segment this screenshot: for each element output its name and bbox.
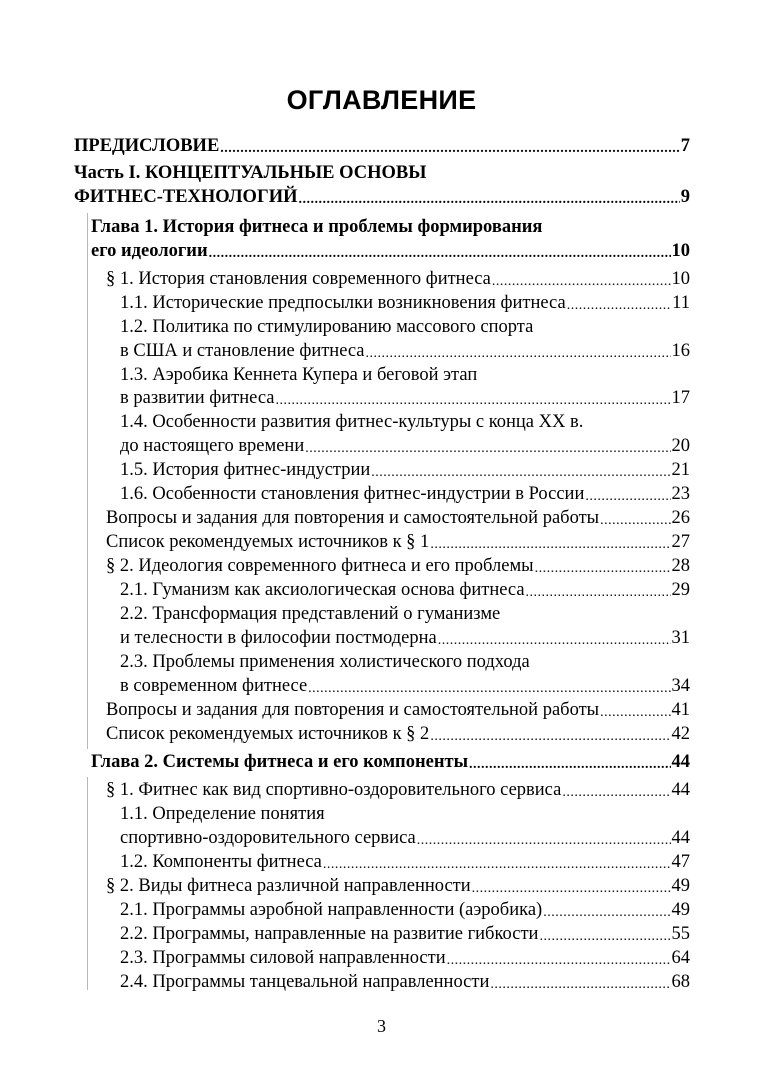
- page-title: ОГЛАВЛЕНИЕ: [286, 85, 477, 115]
- toc-entry-ch1-1-4-line1[interactable]: 1.4. Особенности развития фитнес-культуры с конца XX в.: [120, 412, 584, 432]
- toc-entry-ch2-1-1[interactable]: спортивно-оздоровительного сервиса ..... 44: [120, 826, 690, 850]
- toc-entry-chapter1-line1[interactable]: Глава 1. История фитнеса и проблемы формирования: [91, 217, 543, 237]
- toc-entry-ch1-sources-1[interactable]: Список рекомендуемых источников к § 1 ..... 27: [106, 530, 690, 554]
- toc-entry-ch1-2-1[interactable]: 2.1. Гуманизм как аксиологическая основа фитнеса ..... 29: [120, 578, 690, 602]
- toc-entry-ch2-2-1[interactable]: 2.1. Программы аэробной направленности (аэробика) ..... 49: [120, 898, 690, 922]
- toc-entry-ch1-questions-2[interactable]: Вопросы и задания для повторения и самостоятельной работы ..... 41: [106, 698, 690, 722]
- toc-entry-chapter1[interactable]: его идеологии ..... 10: [91, 239, 690, 263]
- toc-entry-ch2-sec1[interactable]: § 1. Фитнес как вид спортивно-оздоровительного сервиса ..... 44: [106, 778, 690, 802]
- toc-entry-part1-line1[interactable]: Часть I. КОНЦЕПТУАЛЬНЫЕ ОСНОВЫ: [74, 163, 427, 183]
- toc-entry-ch1-2-3[interactable]: в современном фитнесе ..... 34: [120, 674, 690, 698]
- toc-entry-ch2-2-2[interactable]: 2.2. Программы, направленные на развитие гибкости ..... 55: [120, 922, 690, 946]
- toc-entry-ch2-1-2[interactable]: 1.2. Компоненты фитнеса ..... 47: [120, 850, 690, 874]
- toc-entry-ch1-questions-1[interactable]: Вопросы и задания для повторения и самостоятельной работы ..... 26: [106, 506, 690, 530]
- toc-entry-ch1-sec2[interactable]: § 2. Идеология современного фитнеса и его проблемы ..... 28: [106, 554, 690, 578]
- toc-entry-ch2-sec2[interactable]: § 2. Виды фитнеса различной направленности ..... 49: [106, 874, 690, 898]
- toc-entry-ch1-1-5[interactable]: 1.5. История фитнес-индустрии ..... 21: [120, 458, 690, 482]
- toc-entry-ch1-2-2-line1[interactable]: 2.2. Трансформация представлений о гуманизме: [120, 604, 501, 624]
- toc-entry-chapter2[interactable]: Глава 2. Системы фитнеса и его компоненты ..... 44: [91, 750, 690, 774]
- toc-entry-ch1-1-6[interactable]: 1.6. Особенности становления фитнес-индустрии в России ..... 23: [120, 482, 690, 506]
- toc-entry-ch2-2-4[interactable]: 2.4. Программы танцевальной направленности ..... 68: [120, 970, 690, 994]
- toc-entry-ch1-2-2[interactable]: и телесности в философии постмодерна ..... 31: [120, 626, 690, 650]
- toc-entry-ch1-sources-2[interactable]: Список рекомендуемых источников к § 2 ..... 42: [106, 722, 690, 746]
- toc-entry-preface[interactable]: ПРЕДИСЛОВИЕ ..... 7: [74, 134, 690, 158]
- toc-entry-ch2-1-1-line1[interactable]: 1.1. Определение понятия: [120, 804, 325, 824]
- toc-entry-ch2-2-3[interactable]: 2.3. Программы силовой направленности ..... 64: [120, 946, 690, 970]
- toc-entry-ch1-sec1[interactable]: § 1. История становления современного фитнеса ..... 10: [106, 267, 690, 291]
- toc-entry-ch1-1-1[interactable]: 1.1. Исторические предпосылки возникновения фитнеса ..... 11: [120, 291, 690, 315]
- toc-entry-ch1-1-3-line1[interactable]: 1.3. Аэробика Кеннета Купера и беговой этап: [120, 365, 478, 385]
- indent-guide-chapter1: [87, 213, 88, 749]
- toc-entry-ch1-1-2[interactable]: в США и становление фитнеса ..... 16: [120, 339, 690, 363]
- page-number: 3: [377, 1016, 386, 1036]
- indent-guide-chapter2: [87, 777, 88, 990]
- toc-entry-part1[interactable]: ФИТНЕС-ТЕХНОЛОГИЙ ..... 9: [74, 185, 690, 209]
- toc-entry-ch1-1-3[interactable]: в развитии фитнеса ..... 17: [120, 386, 690, 410]
- toc-entry-ch1-1-2-line1[interactable]: 1.2. Политика по стимулированию массового спорта: [120, 317, 534, 337]
- toc-entry-ch1-1-4[interactable]: до настоящего времени ..... 20: [120, 434, 690, 458]
- toc-entry-ch1-2-3-line1[interactable]: 2.3. Проблемы применения холистического подхода: [120, 652, 530, 672]
